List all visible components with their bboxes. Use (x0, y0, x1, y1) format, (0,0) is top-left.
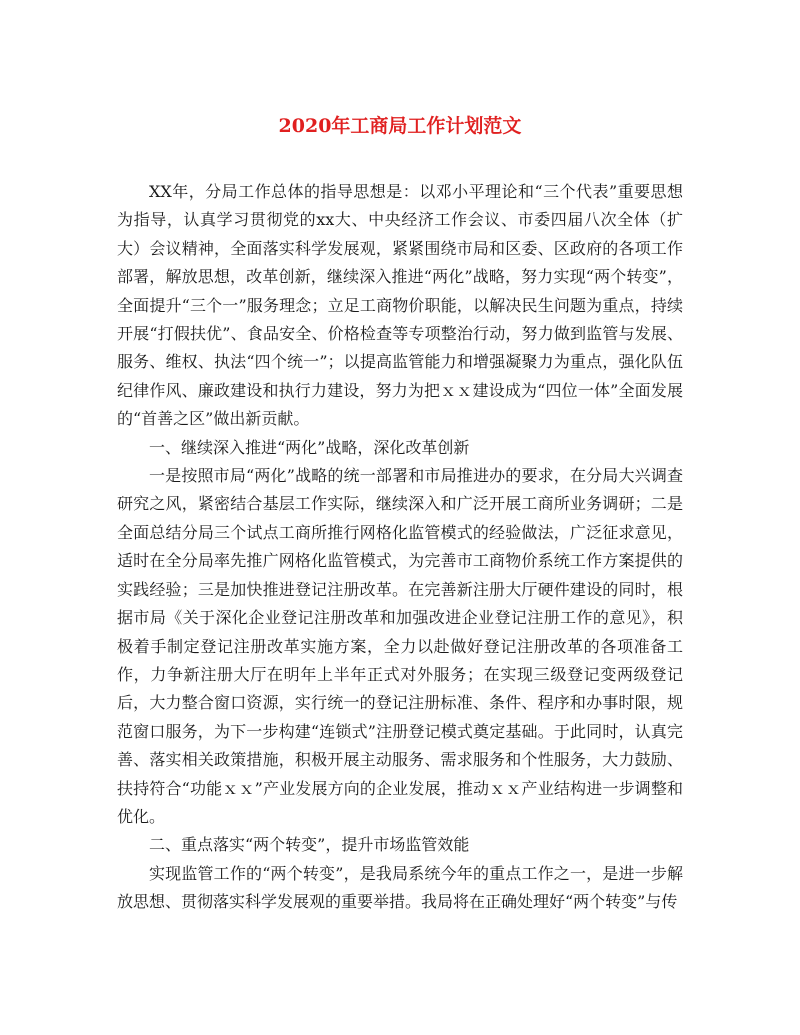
document-body (117, 178, 683, 917)
document-title: 2020年工商局工作计划范文 (278, 115, 522, 137)
section-1-heading: 一、继续深入推进“两化”战略，深化改革创新 (149, 437, 470, 457)
section-2-paragraph: 实现监管工作的“两个转变”，是我局系统今年的重点工作之一，是进一步解放思想、贯彻落实科学发展观的重要举措。我局将在正确处理好“两个转变”与传 (117, 863, 683, 912)
intro-paragraph: XX年，分局工作总体的指导思想是：以邓小平理论和“三个代表”重要思想为指导，认真学习贯彻党的xx大、中央经济工作会议、市委四届八次全体（扩大）会议精神，全面落实科学发展观，紧紧围绕市局和区委、区政府的各项工作部署，解放思想，改革创新，继续深入推进“两化”战略，努力实现“两个转变”，全面提升“三个一”服务理念；立足工商物价职能，以解决民生问题为重点，持续开展“打假扶优”、食品安全、价格检查等专项整治行动，努力做到监管与发展、服务、维权、执法“四个统一”；以提高监管能力和增强凝聚力为重点，强化队伍纪律作风、廉政建设和执行力建设，努力为把ｘｘ建设成为“四位一体”全面发展的“首善之区”做出新贡献。 (117, 182, 683, 429)
section-2-heading: 二、重点落实“两个转变”，提升市场监管效能 (149, 835, 470, 855)
section-1-paragraph: 一是按照市局“两化”战略的统一部署和市局推进办的要求，在分局大兴调查研究之风，紧密结合基层工作实际，继续深入和广泛开展工商所业务调研；二是全面总结分局三个试点工商所推行网格化监管模式的经验做法，广泛征求意见，适时在全分局率先推广网格化监管模式，为完善市工商物价系统工作方案提供的实践经验；三是加快推进登记注册改革。在完善新注册大厅硬件建设的同时，根据市局《关于深化企业登记注册改革和加强改进企业登记注册工作的意见》，积极着手制定登记注册改革实施方案，全力以赴做好登记注册改革的各项准备工作，力争新注册大厅在明年上半年正式对外服务；在实现三级登记变两级登记后，大力整合窗口资源，实行统一的登记注册标准、条件、程序和办事时限，规范窗口服务，为下一步构建“连锁式”注册登记模式奠定基础。于此同时，认真完善、落实相关政策措施，积极开展主动服务、需求服务和个性服务，大力鼓励、扶持符合“功能ｘｘ”产业发展方向的企业发展，推动ｘｘ产业结构进一步调整和优化。 (117, 466, 683, 826)
